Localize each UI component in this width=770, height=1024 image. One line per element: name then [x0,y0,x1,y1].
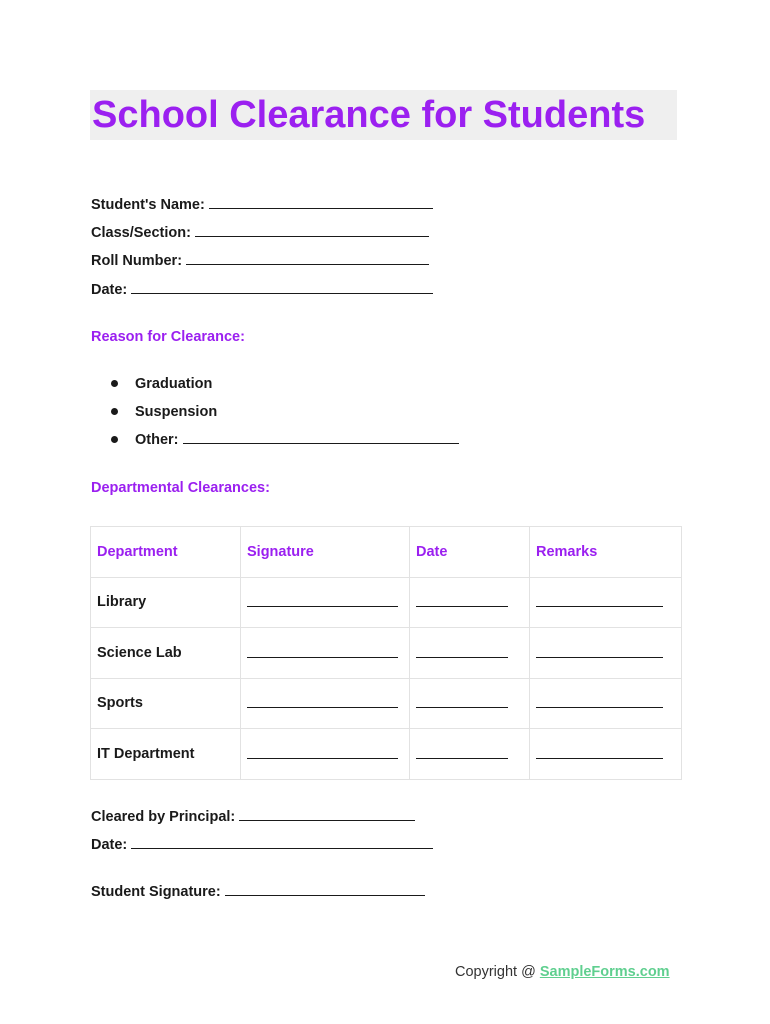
date-field[interactable] [416,593,508,607]
date-label: Date: [91,282,128,298]
date-field[interactable] [131,282,433,294]
departmental-heading: Departmental Clearances: [91,480,270,496]
principal-field[interactable] [239,809,415,821]
table-row [91,729,682,780]
date-cell[interactable] [410,729,530,780]
remarks-field[interactable] [536,593,663,607]
principal-date-label: Date: [91,837,128,853]
reason-option-graduation[interactable] [111,376,212,392]
principal-line [91,809,415,825]
column-header-date: Date [410,527,530,578]
signature-field[interactable] [247,593,398,607]
student-name-label: Student's Name: [91,197,205,213]
department-cell: Library [91,577,241,628]
department-cell: Science Lab [91,628,241,679]
signature-cell[interactable] [241,628,410,679]
reason-option-label: Other: [135,432,179,448]
class-section-field[interactable] [195,225,429,237]
date-field[interactable] [416,745,508,759]
student-signature-field[interactable] [225,884,425,896]
student-name-field[interactable] [209,197,433,209]
class-section-line [91,225,429,241]
remarks-cell[interactable] [530,678,682,729]
principal-date-field[interactable] [131,837,433,849]
date-cell[interactable] [410,628,530,679]
column-header-signature: Signature [241,527,410,578]
column-header-department: Department [91,527,241,578]
remarks-field[interactable] [536,745,663,759]
page-title: School Clearance for Students [90,90,677,140]
remarks-cell[interactable] [530,577,682,628]
student-signature-line [91,884,425,900]
table-row [91,678,682,729]
date-line [91,282,433,298]
reason-option-label: Graduation [135,376,213,392]
remarks-field[interactable] [536,694,663,708]
date-cell[interactable] [410,678,530,729]
departmental-table [90,526,682,780]
footer-copyright [455,964,670,980]
signature-field[interactable] [247,644,398,658]
roll-number-label: Roll Number: [91,253,183,269]
class-section-label: Class/Section: [91,225,191,241]
reason-option-label: Suspension [135,404,218,420]
signature-cell[interactable] [241,577,410,628]
signature-cell[interactable] [241,729,410,780]
reason-heading: Reason for Clearance: [91,329,245,345]
roll-number-line [91,253,429,269]
roll-number-field[interactable] [186,253,429,265]
remarks-cell[interactable] [530,729,682,780]
date-field[interactable] [416,644,508,658]
table-row [91,628,682,679]
bullet-icon [111,436,118,443]
signature-cell[interactable] [241,678,410,729]
principal-label: Cleared by Principal: [91,809,236,825]
column-header-remarks: Remarks [530,527,682,578]
department-cell: Sports [91,678,241,729]
bullet-icon [111,380,118,387]
bullet-icon [111,408,118,415]
department-cell: IT Department [91,729,241,780]
signature-field[interactable] [247,694,398,708]
reason-option-suspension[interactable] [111,404,217,420]
student-name-line [91,197,433,213]
table-row [91,577,682,628]
student-signature-label: Student Signature: [91,884,221,900]
date-field[interactable] [416,694,508,708]
principal-date-line [91,837,433,853]
signature-field[interactable] [247,745,398,759]
table-header-row [91,527,682,578]
brand-link[interactable]: SampleForms.com [539,964,670,980]
reason-option-other[interactable] [111,432,459,448]
copyright-text: Copyright @ [455,964,540,980]
other-reason-field[interactable] [183,432,459,444]
remarks-field[interactable] [536,644,663,658]
remarks-cell[interactable] [530,628,682,679]
date-cell[interactable] [410,577,530,628]
